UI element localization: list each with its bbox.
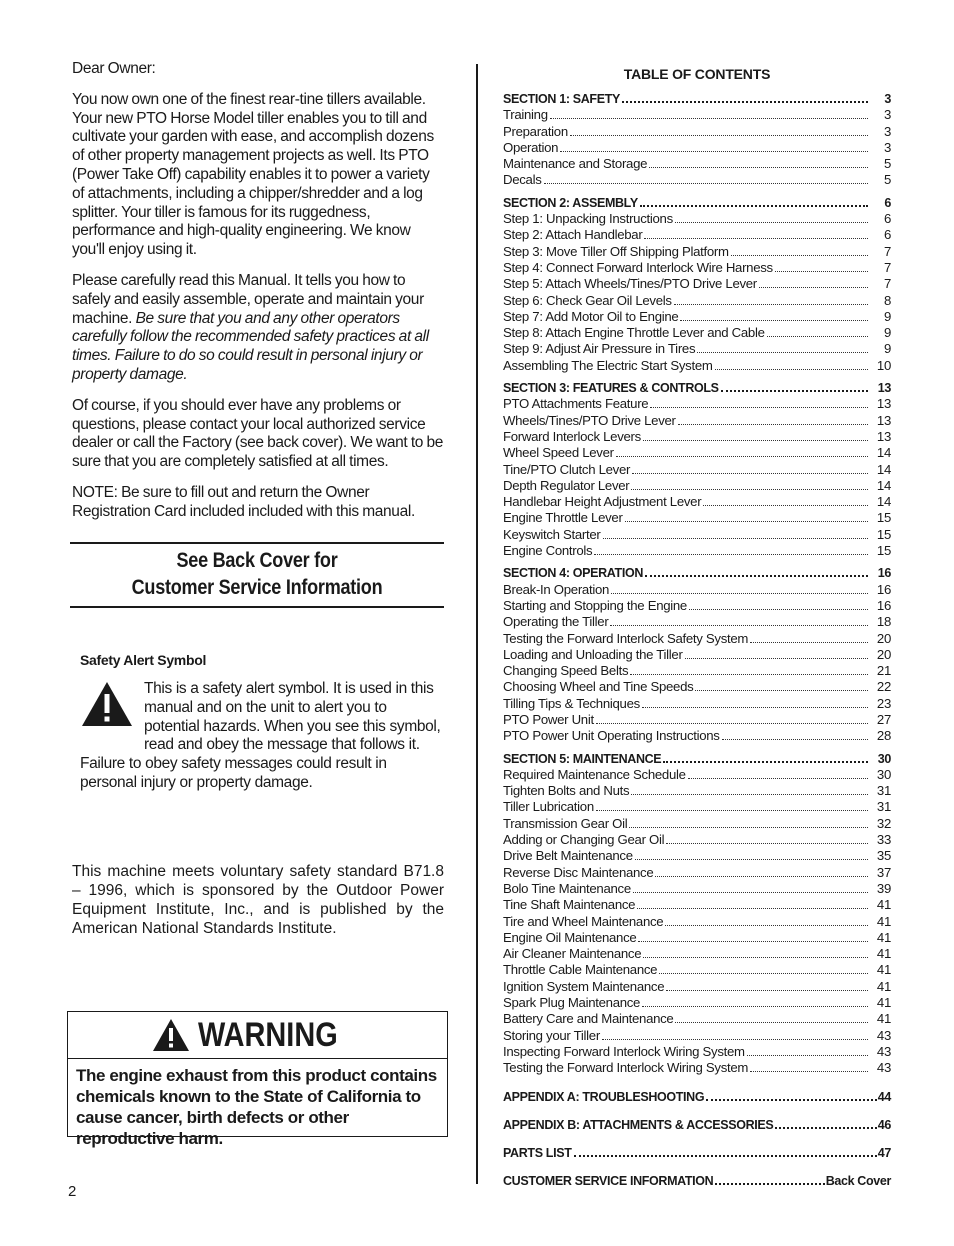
toc-entry-page: 31 [876, 783, 891, 799]
toc-section-heading-page: 6 [884, 195, 891, 210]
toc-entry-page: 37 [876, 864, 891, 880]
toc-entry-label: Tine Shaft Maintenance [503, 897, 636, 913]
toc-entry[interactable] [503, 462, 891, 478]
toc-entry-label: Operation [503, 139, 559, 155]
toc-entry-page: 41 [876, 978, 891, 994]
warning-triangle-icon [152, 1018, 190, 1052]
california-warning-box [67, 1011, 448, 1148]
toc-entry-page: 23 [876, 695, 891, 711]
dot-leader [659, 973, 868, 974]
toc-entry-label: Testing the Forward Interlock Wiring System [503, 1060, 749, 1076]
toc-entry[interactable] [503, 647, 891, 663]
toc-entry-page: 7 [883, 259, 891, 275]
toc-entry-label: Step 2: Attach Handlebar [503, 227, 643, 243]
dot-leader [643, 957, 868, 958]
toc-section-heading-label: SECTION 1: SAFETY [503, 92, 620, 106]
toc-section-heading-page: 13 [877, 381, 891, 396]
toc-entry-page: 14 [876, 494, 891, 510]
toc-entry[interactable] [503, 107, 891, 123]
toc-entry-label: Decals [503, 172, 542, 188]
toc-body [503, 91, 891, 1190]
dot-leader [650, 407, 868, 408]
toc-entry[interactable] [503, 358, 891, 374]
toc-entry-label: Reverse Disc Maintenance [503, 864, 654, 880]
toc-entry[interactable] [503, 244, 891, 260]
toc-entry-label: Training [503, 107, 548, 123]
toc-appendix-entry-label: CUSTOMER SERVICE INFORMATION [503, 1174, 714, 1189]
dot-leader [767, 336, 868, 337]
dot-leader [675, 222, 868, 223]
toc-appendix-entry-page: 44 [877, 1089, 891, 1104]
toc-entry[interactable] [503, 172, 891, 188]
dot-leader [750, 642, 868, 643]
toc-title: TABLE OF CONTENTS [623, 66, 771, 82]
toc-entry-label: Required Maintenance Schedule [503, 766, 686, 782]
toc-entry[interactable] [503, 478, 891, 494]
dot-leader [697, 352, 868, 353]
toc-entry[interactable] [503, 276, 891, 292]
toc-entry[interactable] [503, 930, 891, 946]
toc-section-heading-page: 3 [884, 92, 891, 106]
toc-appendix-entry-label: APPENDIX B: ATTACHMENTS & ACCESSORIES [503, 1117, 774, 1132]
toc-entry-label: PTO Power Unit Operating Instructions [503, 728, 720, 744]
toc-entry-page: 43 [876, 1060, 891, 1076]
toc-entry[interactable] [503, 598, 891, 614]
toc-entry[interactable] [503, 783, 891, 799]
toc-entry-label: Tiller Lubrication [503, 799, 594, 815]
dot-leader [703, 505, 868, 506]
toc-entry-label: Maintenance and Storage [503, 156, 648, 172]
toc-entry[interactable] [503, 663, 891, 679]
owner-letter [72, 60, 444, 534]
toc-section-heading[interactable] [503, 565, 891, 581]
toc-entry-label: Step 9: Adjust Air Pressure in Tires [503, 341, 696, 357]
toc-entry[interactable] [503, 816, 891, 832]
dot-leader [680, 320, 868, 321]
toc-entry-page: 14 [876, 477, 891, 493]
toc-entry-page: 5 [883, 172, 891, 188]
dot-leader [759, 287, 868, 288]
toc-section-heading-label: SECTION 4: OPERATION [503, 566, 644, 581]
toc-appendix-entry[interactable] [503, 1173, 891, 1189]
dot-leader [655, 876, 868, 877]
toc-entry-page: 41 [876, 995, 891, 1011]
dot-leader [631, 794, 868, 795]
toc-entry[interactable] [503, 124, 891, 140]
toc-entry-page: 28 [876, 728, 891, 744]
toc-entry[interactable] [503, 1044, 891, 1060]
toc-entry-page: 6 [883, 227, 891, 243]
toc-entry[interactable] [503, 341, 891, 357]
toc-entry[interactable] [503, 527, 891, 543]
dot-leader [570, 135, 868, 136]
toc-section-heading-page: 30 [877, 751, 891, 766]
dot-leader [722, 739, 868, 740]
dot-leader [674, 304, 868, 305]
dot-leader [550, 118, 868, 119]
dot-leader [594, 554, 868, 555]
toc-entry-label: Step 3: Move Tiller Off Shipping Platform [503, 243, 729, 259]
service-paragraph: Of course, if you should ever have any problems or questions, please contact your local authorized service dealer or call the Factory (see back cover). We want to be sure that you are completely satisfied at all times. [72, 396, 444, 471]
safety-alert-description: This is a safety alert symbol. It is used in this manual and on the unit to alert you to potential hazards. When you see this symbol, read and obey the message that follows it. [144, 680, 441, 754]
toc-entry-page: 39 [876, 880, 891, 896]
dot-leader [665, 925, 868, 926]
toc-appendix-entry-label: APPENDIX A: TROUBLESHOOTING [503, 1089, 705, 1104]
toc-entry-page: 43 [876, 1043, 891, 1059]
toc-entry[interactable] [503, 1060, 891, 1076]
dot-leader [637, 908, 868, 909]
toc-entry-page: 16 [876, 581, 891, 597]
toc-entry[interactable] [503, 881, 891, 897]
dot-leader [544, 183, 868, 184]
toc-entry-label: Engine Throttle Lever [503, 510, 623, 526]
toc-entry-label: Tilling Tips & Techniques [503, 695, 640, 711]
toc-entry-label: Engine Controls [503, 543, 593, 559]
toc-entry[interactable] [503, 429, 891, 445]
toc-entry[interactable] [503, 979, 891, 995]
warning-header [68, 1012, 447, 1059]
toc-entry-page: 13 [876, 428, 891, 444]
dot-leader [649, 167, 868, 168]
toc-appendix-entry-page: 46 [877, 1117, 891, 1132]
toc-entry-label: Handlebar Height Adjustment Lever [503, 494, 702, 510]
dot-leader [640, 205, 868, 207]
toc-entry[interactable] [503, 140, 891, 156]
toc-entry-page: 3 [883, 139, 891, 155]
dot-leader [635, 859, 868, 860]
toc-appendix-entry-page: 47 [877, 1146, 891, 1161]
toc-section-heading[interactable] [503, 91, 891, 107]
toc-entry-page: 35 [876, 848, 891, 864]
toc-entry-page: 27 [876, 711, 891, 727]
toc-entry-page: 9 [883, 325, 891, 341]
toc-entry[interactable] [503, 227, 891, 243]
toc-entry[interactable] [503, 1028, 891, 1044]
dot-leader [630, 674, 868, 675]
dot-leader [747, 1055, 868, 1056]
toc-appendix-entry-page: Back Cover [825, 1174, 891, 1189]
dot-leader [663, 761, 868, 763]
dot-leader [666, 843, 868, 844]
toc-entry[interactable] [503, 582, 891, 598]
toc-entry[interactable] [503, 156, 891, 172]
toc-entry[interactable] [503, 293, 891, 309]
warning-triangle-icon [80, 680, 134, 728]
toc-entry-page: 41 [876, 962, 891, 978]
toc-entry-label: Step 4: Connect Forward Interlock Wire Harness [503, 259, 773, 275]
toc-entry-page: 7 [883, 276, 891, 292]
toc-entry-label: Choosing Wheel and Tine Speeds [503, 679, 694, 695]
toc-entry-page: 32 [876, 815, 891, 831]
toc-section-heading-label: SECTION 5: MAINTENANCE [503, 751, 662, 766]
safety-standard-statement: This machine meets voluntary safety standard B71.8 – 1996, which is sponsored by the Outdoor Power Equipment Institute, Inc., and is published by the American National Standards Institute. [72, 863, 444, 937]
toc-entry-label: Engine Oil Maintenance [503, 929, 637, 945]
safety-alert-heading: Safety Alert Symbol [80, 652, 207, 668]
toc-entry-page: 20 [876, 630, 891, 646]
dot-leader [625, 521, 868, 522]
toc-section-heading[interactable] [503, 751, 891, 767]
dot-leader [644, 238, 868, 239]
toc-section-heading-label: SECTION 3: FEATURES & CONTROLS [503, 381, 719, 396]
toc-entry-label: Step 7: Add Motor Oil to Engine [503, 308, 679, 324]
toc-entry[interactable] [503, 494, 891, 510]
toc-entry[interactable] [503, 914, 891, 930]
toc-entry-label: Break-In Operation [503, 581, 610, 597]
toc-entry[interactable] [503, 799, 891, 815]
safety-alert-consequence: Failure to obey safety messages could result in personal injury or property damage. [80, 755, 387, 791]
toc-entry-page: 20 [876, 646, 891, 662]
toc-entry[interactable] [503, 1011, 891, 1027]
toc-entry-page: 31 [876, 799, 891, 815]
back-cover-notice [70, 542, 444, 608]
greeting: Dear Owner: [72, 60, 156, 77]
toc-entry-label: Starting and Stopping the Engine [503, 597, 687, 613]
dot-leader [688, 778, 868, 779]
toc-entry[interactable] [503, 445, 891, 461]
toc-entry[interactable] [503, 696, 891, 712]
toc-entry-label: Spark Plug Maintenance [503, 995, 641, 1011]
dot-leader [633, 892, 868, 893]
toc-section-heading[interactable] [503, 380, 891, 396]
toc-entry[interactable] [503, 396, 891, 412]
toc-entry-label: Loading and Unloading the Tiller [503, 646, 683, 662]
toc-entry-label: Step 1: Unpacking Instructions [503, 211, 673, 227]
warning-title: WARNING [198, 1015, 339, 1054]
toc-entry-page: 41 [876, 1011, 891, 1027]
toc-entry-label: Adding or Changing Gear Oil [503, 832, 665, 848]
toc-entry[interactable] [503, 631, 891, 647]
toc-entry-page: 15 [876, 510, 891, 526]
dot-leader [675, 1022, 868, 1023]
toc-entry-page: 14 [876, 461, 891, 477]
dot-leader [638, 941, 868, 942]
page-number: 2 [68, 1183, 77, 1200]
toc-entry-page: 15 [876, 543, 891, 559]
dot-leader [685, 658, 868, 659]
dot-leader [632, 473, 868, 474]
toc-entry-page: 41 [876, 929, 891, 945]
toc-entry-page: 5 [883, 156, 891, 172]
column-divider [476, 64, 478, 1184]
dot-leader [629, 827, 868, 828]
warning-message: The engine exhaust from this product contains chemicals known to the State of California to cause cancer, birth defects or other reproductive harm. [76, 1066, 437, 1148]
back-cover-line-2: Customer Service Information [131, 576, 383, 599]
toc-entry[interactable] [503, 309, 891, 325]
toc-entry-page: 9 [883, 308, 891, 324]
toc-entry-label: Depth Regulator Lever [503, 477, 630, 493]
toc-entry[interactable] [503, 325, 891, 341]
dot-leader [721, 390, 868, 392]
dot-leader [695, 690, 868, 691]
toc-entry-label: Throttle Cable Maintenance [503, 962, 658, 978]
dot-leader [642, 707, 868, 708]
dot-leader [666, 990, 868, 991]
toc-entry-label: Preparation [503, 123, 568, 139]
toc-entry-label: Drive Belt Maintenance [503, 848, 633, 864]
toc-entry-label: Keyswitch Starter [503, 526, 601, 542]
toc-entry[interactable] [503, 865, 891, 881]
toc-entry-label: Tighten Bolts and Nuts [503, 783, 630, 799]
toc-entry-label: Assembling The Electric Start System [503, 357, 713, 373]
dot-leader [715, 369, 868, 370]
toc-entry-label: Ignition System Maintenance [503, 978, 665, 994]
toc-entry-page: 41 [876, 913, 891, 929]
read-manual-text: Please carefully read this Manual. It tells you how to safely and easily assemble, operate and maintain your machine. [72, 271, 424, 327]
dot-leader [775, 1127, 876, 1129]
toc-entry-label: Step 8: Attach Engine Throttle Lever and Cable [503, 325, 765, 341]
dot-leader [616, 456, 868, 457]
toc-entry-label: Step 6: Check Gear Oil Levels [503, 292, 672, 308]
toc-entry[interactable] [503, 712, 891, 728]
toc-entry-label: Changing Speed Belts [503, 663, 629, 679]
toc-entry-page: 16 [876, 597, 891, 613]
toc-entry-label: Testing the Forward Interlock Safety System [503, 630, 749, 646]
toc-entry-page: 9 [883, 341, 891, 357]
toc-entry-page: 3 [883, 123, 891, 139]
toc-entry-label: Wheels/Tines/PTO Drive Lever [503, 412, 676, 428]
dot-leader [731, 255, 868, 256]
dot-leader [643, 440, 868, 441]
registration-note: NOTE: Be sure to fill out and return the Owner Registration Card included included with this manual. [72, 483, 415, 520]
toc-entry-label: Operating the Tiller [503, 614, 609, 630]
toc-entry-page: 43 [876, 1027, 891, 1043]
toc-entry-page: 41 [876, 946, 891, 962]
toc-entry-page: 13 [876, 396, 891, 412]
toc-entry[interactable] [503, 728, 891, 744]
toc-entry[interactable] [503, 679, 891, 695]
toc-entry-page: 6 [883, 211, 891, 227]
toc-entry-label: Transmission Gear Oil [503, 815, 628, 831]
toc-entry-label: Air Cleaner Maintenance [503, 946, 642, 962]
dot-leader [610, 625, 868, 626]
toc-entry[interactable] [503, 962, 891, 978]
dot-leader [603, 538, 868, 539]
dot-leader [574, 1155, 877, 1157]
toc-entry[interactable] [503, 848, 891, 864]
toc-entry-page: 41 [876, 897, 891, 913]
toc-entry[interactable] [503, 832, 891, 848]
dot-leader [678, 424, 868, 425]
dot-leader [750, 1071, 868, 1072]
dot-leader [622, 101, 868, 103]
toc-entry[interactable] [503, 211, 891, 227]
dot-leader [775, 271, 868, 272]
toc-entry-label: Storing your Tiller [503, 1027, 600, 1043]
toc-appendix-entry[interactable] [503, 1089, 891, 1105]
dot-leader [689, 609, 868, 610]
intro-paragraph: You now own one of the finest rear-tine tillers available. Your new PTO Horse Model tiller enables you to till and cultivate your garden with ease, and accomplish dozens of other property management projects as well. Its PTO (Power Take Off) capability enables it to power a variety of attachments, including a chipper/shredder and a log splitter. Your tiller is famous for its ruggedness, performance and high-quality engineering. We know you'll enjoy using it. [72, 90, 434, 259]
toc-entry[interactable] [503, 995, 891, 1011]
toc-entry-page: 18 [876, 614, 891, 630]
toc-entry-label: Battery Care and Maintenance [503, 1011, 674, 1027]
toc-entry[interactable] [503, 413, 891, 429]
toc-entry-label: Forward Interlock Levers [503, 428, 641, 444]
toc-entry-label: Tire and Wheel Maintenance [503, 913, 664, 929]
toc-entry-page: 21 [876, 663, 891, 679]
toc-entry-page: 8 [883, 292, 891, 308]
toc-entry-label: Wheel Speed Lever [503, 445, 614, 461]
toc-entry-page: 10 [876, 357, 891, 373]
dot-leader [715, 1183, 824, 1185]
toc-entry-label: Inspecting Forward Interlock Wiring System [503, 1043, 745, 1059]
toc-appendix-entry-label: PARTS LIST [503, 1146, 572, 1161]
toc-section-heading-page: 16 [877, 566, 891, 581]
toc-entry-page: 22 [876, 679, 891, 695]
toc-entry-page: 14 [876, 445, 891, 461]
dot-leader [706, 1099, 877, 1101]
toc-entry[interactable] [503, 767, 891, 783]
dot-leader [611, 593, 868, 594]
toc-entry-label: PTO Power Unit [503, 711, 594, 727]
toc-entry-page: 3 [883, 107, 891, 123]
dot-leader [645, 575, 868, 577]
back-cover-line-1: See Back Cover for [176, 549, 338, 572]
dot-leader [642, 1006, 868, 1007]
toc-entry[interactable] [503, 510, 891, 526]
dot-leader [596, 723, 868, 724]
dot-leader [631, 489, 868, 490]
dot-leader [602, 1039, 868, 1040]
toc-entry-page: 33 [876, 832, 891, 848]
toc-appendix-entry[interactable] [503, 1145, 891, 1161]
dot-leader [596, 810, 868, 811]
table-of-contents [503, 66, 891, 1190]
toc-entry-page: 30 [876, 766, 891, 782]
toc-entry-page: 15 [876, 526, 891, 542]
toc-entry-label: Step 5: Attach Wheels/Tines/PTO Drive Lever [503, 276, 757, 292]
toc-appendix-entry[interactable] [503, 1117, 891, 1133]
toc-entry[interactable] [503, 614, 891, 630]
toc-section-heading[interactable] [503, 195, 891, 211]
toc-entry-page: 13 [876, 412, 891, 428]
toc-entry-label: PTO Attachments Feature [503, 396, 649, 412]
read-manual-paragraph [72, 272, 444, 385]
toc-entry[interactable] [503, 897, 891, 913]
toc-entry-label: Tine/PTO Clutch Lever [503, 461, 631, 477]
toc-entry[interactable] [503, 946, 891, 962]
toc-entry[interactable] [503, 260, 891, 276]
toc-section-heading-label: SECTION 2: ASSEMBLY [503, 195, 638, 210]
toc-entry[interactable] [503, 543, 891, 559]
toc-entry-page: 7 [883, 243, 891, 259]
dot-leader [560, 151, 868, 152]
safety-practices-text: Be sure that you and any other operators carefully follow the recommended safety practices at all times. Failure to do so could result in personal injury or property damage. [72, 309, 429, 383]
toc-entry-label: Bolo Tine Maintenance [503, 880, 631, 896]
